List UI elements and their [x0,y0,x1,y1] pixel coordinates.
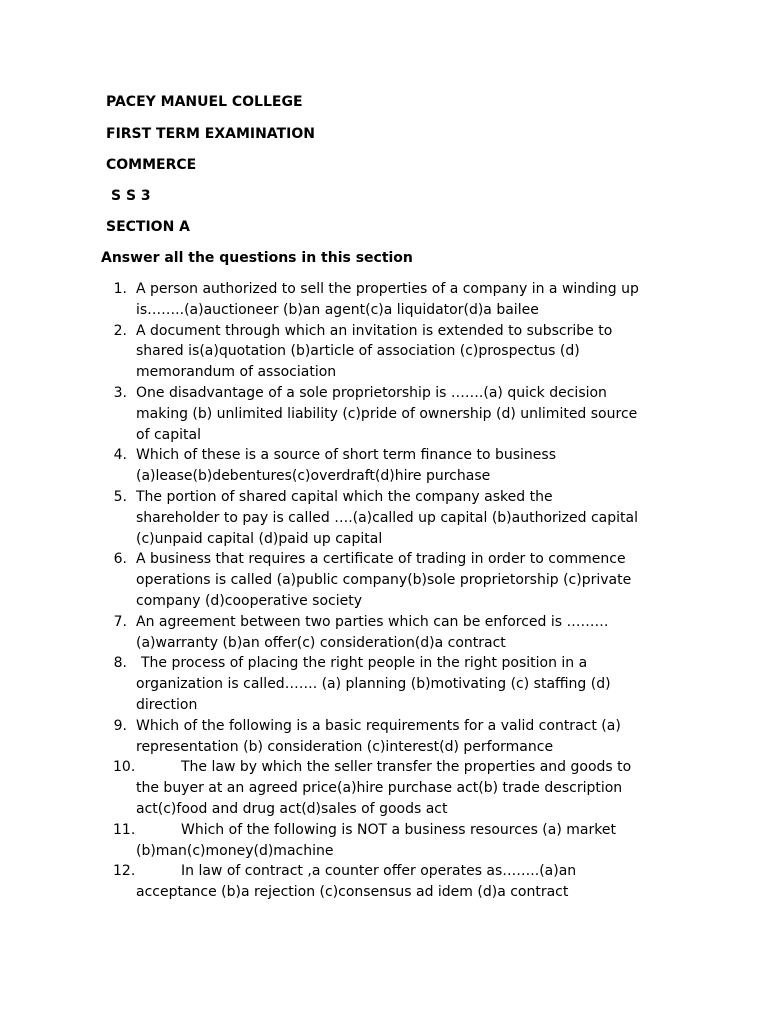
question-item [101,383,691,445]
question-item [101,549,691,611]
question-number: 6. [113,551,127,568]
question-number: 5. [113,488,127,505]
question-line: An agreement between two parties which can be enforced is ……… [136,613,609,630]
question-line-text: Which of the following is NOT a business resources (a) market [181,821,616,838]
exam-title: FIRST TERM EXAMINATION [106,126,315,142]
question-item [101,820,691,862]
question-line: direction [136,696,198,713]
college-name: PACEY MANUEL COLLEGE [106,94,303,110]
question-line: (c)unpaid capital (d)paid up capital [136,530,383,547]
question-line: One disadvantage of a sole proprietorship is …….(a) quick decision [136,384,607,401]
question-line: A business that requires a certificate of trading in order to commence [136,551,626,568]
question-item [101,445,691,487]
question-line: (b)man(c)money(d)machine [136,842,334,859]
question-number: 7. [113,613,127,630]
question-line-text: In law of contract ,a counter offer operates as……..(a)an [181,863,577,880]
question-item [101,612,691,654]
question-number: 2. [113,322,127,339]
question-item [101,861,691,903]
question-line [136,757,691,778]
question-line: operations is called (a)public company(b)sole proprietorship (c)private [136,572,632,589]
question-line: company (d)cooperative society [136,592,363,609]
question-number: 1. [113,281,127,297]
question-item [101,653,691,715]
question-number: 10. [113,759,136,776]
class-level: S S 3 [111,188,151,204]
question-line: is……..(a)auctioneer (b)an agent(c)a liquidator(d)a bailee [136,301,539,318]
question-line: memorandum of association [136,364,337,381]
question-number: 3. [113,384,127,401]
question-line: the buyer at an agreed price(a)hire purchase act(b) trade description [136,780,623,797]
question-number: 9. [113,717,127,734]
question-list [101,279,691,903]
question-number: 12. [113,863,136,880]
question-line: A document through which an invitation is extended to subscribe to [136,322,613,339]
question-line: The portion of shared capital which the company asked the [136,488,553,505]
question-line: (a)lease(b)debentures(c)overdraft(d)hire purchase [136,468,491,485]
question-item [101,321,691,383]
question-line: shared is(a)quotation (b)article of association (c)prospectus (d) [136,343,580,360]
question-line [136,861,691,882]
question-line: representation (b) consideration (c)interest(d) performance [136,738,554,755]
subject-title: COMMERCE [106,157,197,173]
question-line-text: The process of placing the right people in the right position in a [141,655,588,672]
question-item [101,487,691,549]
question-line: (a)warranty (b)an offer(c) consideration(d)a contract [136,634,506,651]
question-line: acceptance (b)a rejection (c)consensus ad idem (d)a contract [136,884,569,901]
question-item [101,716,691,758]
question-line: of capital [136,426,201,443]
question-line-text: The law by which the seller transfer the properties and goods to [181,759,632,776]
question-line: A person authorized to sell the properties of a company in a winding up [136,281,639,297]
section-title: SECTION A [106,219,191,235]
question-number: 8. [113,655,127,672]
question-line [136,820,691,841]
question-line: organization is called……. (a) planning (b)motivating (c) staffing (d) [136,676,611,693]
question-line: Which of these is a source of short term finance to business [136,447,557,464]
question-item [101,279,691,321]
question-item [101,757,691,819]
instruction-text: Answer all the questions in this section [101,250,413,266]
question-line [136,653,691,674]
question-line: making (b) unlimited liability (c)pride of ownership (d) unlimited source [136,405,638,422]
question-line: act(c)food and drug act(d)sales of goods act [136,800,448,817]
question-number: 4. [113,447,127,464]
question-line: shareholder to pay is called ….(a)called up capital (b)authorized capital [136,509,638,526]
question-line: Which of the following is a basic requirements for a valid contract (a) [136,717,621,734]
question-number: 11. [113,821,136,838]
